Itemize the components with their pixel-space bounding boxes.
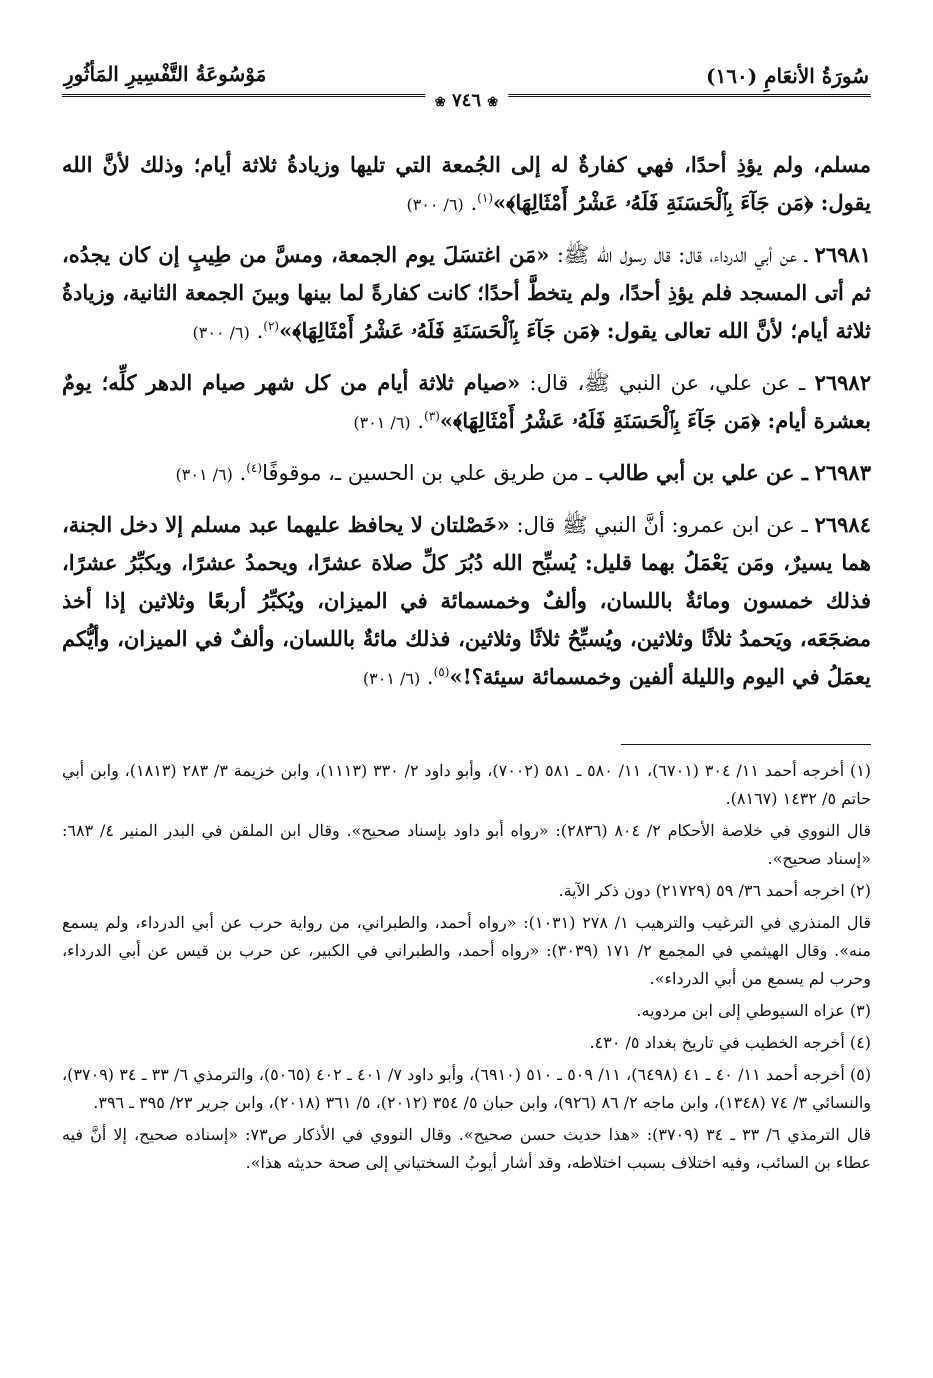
hadith-text: «صيام ثلاثة أيام من كل شهر صيام الدهر كلِّه؛ يومٌ بعشرة أيام: ﴿مَن جَآءَ بِٱلْحَسَنَةِ فَلَهُۥ عَشْرُ أَمْثَالِهَا﴾» bbox=[62, 370, 871, 433]
footnote: (٤) أخرجه الخطيب في تاريخ بغداد ٥/ ٤٣٠. bbox=[589, 1033, 871, 1052]
hadith-number: ٢٦٩٨٤ bbox=[814, 512, 871, 537]
ornament-icon: ❀ bbox=[434, 95, 446, 110]
hadith-text: ـ عن علي بن أبي طالب bbox=[598, 460, 808, 485]
hadith-paragraph bbox=[62, 506, 871, 698]
surah-title: سُورَةُ الأنعَامِ (١٦٠) bbox=[706, 64, 869, 88]
page bbox=[62, 52, 871, 1352]
footnote-marker: (٢) bbox=[263, 319, 280, 333]
narrator-chain: ـ من طريق علي بن الحسين ـ، موقوفًا bbox=[262, 461, 592, 485]
hadith-number: ٢٦٩٨٢ bbox=[814, 370, 871, 395]
volume-reference: (٦/ ٣٠١) bbox=[362, 669, 421, 688]
hadith-text: «خَصْلتان لا يحافظ عليهما عبد مسلم إلا دخل الجنة، هما يسيرٌ، ومَن يَعْمَلُ بهما قليل: يُسبِّح الله دُبُرَ كلِّ صلاة عشرًا، ويحمدُ عشرًا، ويكبِّرُ عشرًا، فذلك خمسون ومائةٌ باللسان، وألفٌ وخمسمائة في الميزان، ويُكبِّرُ أربعًا وثلاثين إذا أخذ مضجَعَه، ويَحمدُ ثلاثًا وثلاثين، ويُسبِّحُ ثلاثًا وثلاثين، فذلك مائةٌ باللسان، وألفٌ في الميزان، وأيُّكم يعمَلُ في اليوم والليلة ألفين وخمسمائة سيئة؟!» bbox=[62, 512, 871, 689]
footnote: (٣) عزاه السيوطي إلى ابن مردويه. bbox=[636, 1001, 871, 1020]
hadith-paragraph bbox=[62, 454, 871, 494]
page-number: ٧٤٦ bbox=[451, 90, 482, 111]
running-header bbox=[62, 52, 871, 111]
footnote: (٥) أخرجه أحمد ١١/ ٤٠ ـ ٤١ (٦٤٩٨)، ١١/ ٥٠٩ ـ ٥١٠ (٦٩١٠)، وأبو داود ٧/ ٤٠١ ـ ٤٠٢ (٥٠٦٥)، والترمذي ٦/ ٣٣ ـ ٣٤ (٣٧٠٩)، والنسائي ٣/ ٧٤ (١٣٤٨)، وابن ماجه ٢/ ٨٦ (٩٢٦)، وابن حبان ٥/ ٣٥٤ (٢٠١٢)، ٥/ ٣٦١ (٢٠١٨)، وابن جرير ٢٣/ ٣٩٥ ـ ٣٩٦. bbox=[62, 1065, 872, 1112]
hadith-number: ٢٦٩٨٣ bbox=[814, 460, 871, 485]
punctuation: . bbox=[256, 319, 264, 343]
hadith-paragraph bbox=[62, 146, 871, 224]
volume-reference: (٦/ ٣٠٠) bbox=[192, 323, 250, 342]
hadith-paragraph bbox=[62, 364, 871, 442]
footnote: (٢) اخرجه أحمد ٣٦/ ٥٩ (٢١٧٢٩) دون ذكر الآية. bbox=[558, 881, 871, 900]
hadith-paragraph bbox=[62, 236, 871, 352]
narrator-chain: ـ عن علي، عن النبي ﷺ، قال: bbox=[529, 371, 806, 395]
volume-reference: (٦/ ٣٠١) bbox=[353, 413, 411, 432]
hadith-number: ٢٦٩٨١ bbox=[814, 242, 871, 267]
footnote-marker: (٣) bbox=[424, 409, 440, 423]
footnote: (١) أخرجه أحمد ١١/ ٣٠٤ (٦٧٠١)، ١١/ ٥٨٠ ـ ٥٨١ (٧٠٠٢)، وأبو داود ٢/ ٣٣٠ (١١١٣)، وابن خزيمة ٣/ ٢٨٣ (١٨١٣)، وابن أبي حاتم ٥/ ١٤٣٢ (٨١٦٧). bbox=[62, 761, 872, 808]
footnote-marker: (٥) bbox=[433, 665, 450, 679]
book-title: مَوْسُوعَةُ التَّفْسِيرِ المَأثُورِ bbox=[64, 62, 267, 86]
hadith-text: مسلم، ولم يؤذِ أحدًا، فهي كفارةٌ له إلى الجُمعة التي تليها وزيادةُ ثلاثة أيام؛ وذلك لأنَّ الله يقول: ﴿مَن جَآءَ بِٱلْحَسَنَةِ فَلَهُۥ عَشْرُ أَمْثَالِهَا﴾» bbox=[62, 152, 871, 215]
narrator-chain: ـ عن أبي الدرداء، قال: قال رسول الله ﷺ: bbox=[556, 243, 808, 267]
ornament-icon: ❀ bbox=[487, 95, 499, 110]
punctuation: . bbox=[239, 461, 247, 485]
page-number-box bbox=[425, 90, 508, 111]
main-text bbox=[62, 146, 871, 698]
narrator-chain: ـ عن ابن عمرو: أنَّ النبي ﷺ قال: bbox=[516, 513, 808, 537]
punctuation: . bbox=[417, 409, 425, 433]
punctuation: . bbox=[470, 191, 478, 215]
hadith-text: «مَن اغتسَلَ يوم الجمعة، ومسَّ من طِيبٍ إن كان يجدُه، ثم أتى المسجد فلم يؤذِ أحدًا، ولم يتخطَّ أحدًا؛ كانت كفارةً لما بينها وبينَ الجمعة الثانية، وزيادةُ ثلاثة أيام؛ لأنَّ الله تعالى يقول: ﴿مَن جَآءَ بِٱلْحَسَنَةِ فَلَهُۥ عَشْرُ أَمْثَالِهَا﴾» bbox=[62, 242, 871, 343]
footnote: قال المنذري في الترغيب والترهيب ١/ ٢٧٨ (١٠٣١): «رواه أحمد، والطبراني، من رواية حرب عن أبي الدرداء، ولم يسمع منه». وقال الهيثمي في المجمع ٢/ ١٧١ (٣٠٣٩): «رواه أحمد، والطبراني في الكبير، عن حرب بن قيس عن أبي الدرداء، وحرب لم يسمع من أبي الدرداء». bbox=[62, 913, 872, 988]
footnotes bbox=[62, 757, 871, 1177]
punctuation: . bbox=[426, 665, 434, 689]
volume-reference: (٦/ ٣٠٠) bbox=[406, 195, 464, 214]
volume-reference: (٦/ ٣٠١) bbox=[175, 465, 233, 484]
footnote: قال الترمذي ٦/ ٣٣ ـ ٣٤ (٣٧٠٩): «هذا حديث حسن صحيح». وقال النووي في الأذكار ص٧٣: «إسناده صحيح، إلا أنَّ فيه عطاء بن السائب، وفيه اختلاف بسبب اختلاطه، وقد أشار أيوبُ السختياني إلى صحة حديثه هذا». bbox=[62, 1125, 872, 1172]
footnote-separator bbox=[621, 744, 871, 745]
footnote-marker: (١) bbox=[477, 191, 493, 205]
footnote: قال النووي في خلاصة الأحكام ٢/ ٨٠٤ (٢٨٣٦): «رواه أبو داود بإسناد صحيح». وقال ابن الملقن في البدر المنير ٤/ ٦٨٣: «إسناد صحيح». bbox=[62, 821, 872, 868]
footnote-marker: (٤) bbox=[246, 461, 263, 475]
